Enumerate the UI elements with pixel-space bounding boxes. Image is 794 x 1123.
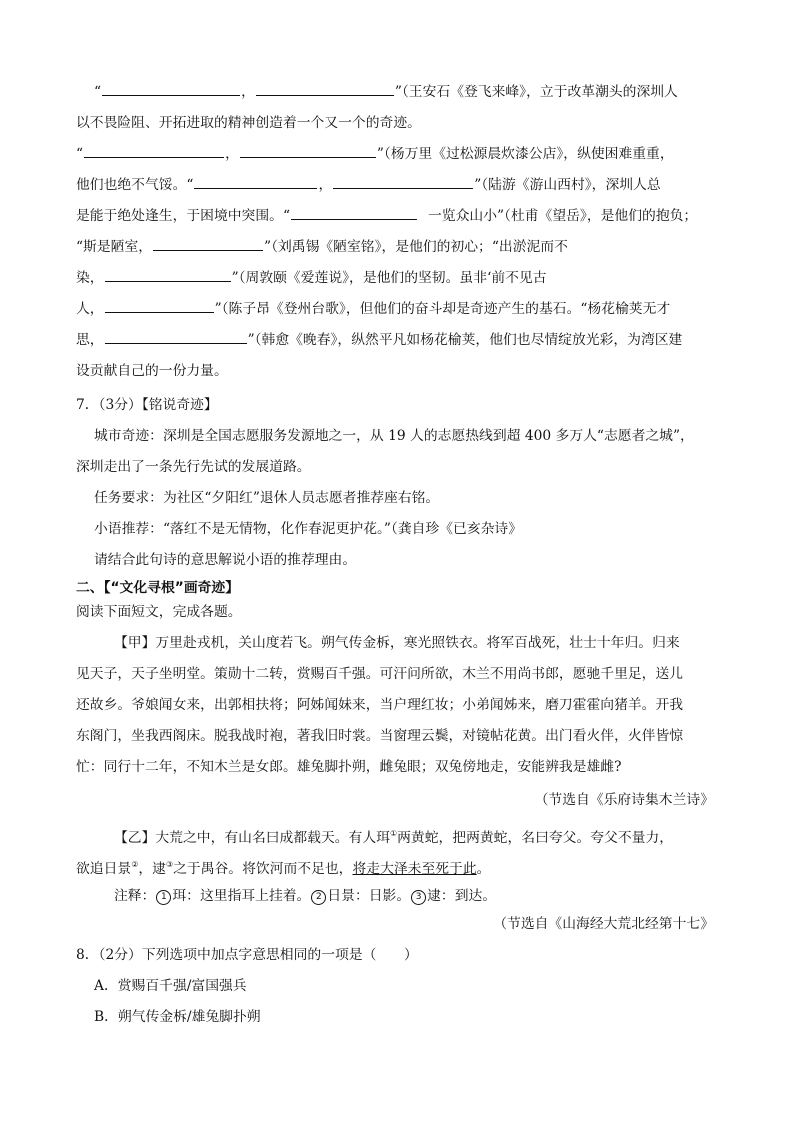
section-2-heading: 二、【“文化寻根”画奇迹】 [76, 580, 240, 596]
text: 两黄蛇，把两黄蛇，名曰夸父。夸父不量力， [397, 830, 674, 846]
note-number: 3 [411, 890, 426, 905]
q8-option-a[interactable]: A．赏赐百千强/富国强兵 [94, 978, 247, 994]
note-number: 2 [311, 890, 326, 905]
poem-line-4 [76, 175, 742, 195]
text: ，逮 [138, 861, 166, 877]
text: 是能于绝处逢生，于困境中突围。“ [76, 208, 291, 224]
text: ， [241, 84, 255, 100]
note-text: 逮：到达。 [427, 888, 497, 904]
text: 人， [76, 301, 104, 317]
answer-blank[interactable] [84, 144, 224, 158]
answer-blank[interactable] [240, 144, 376, 158]
poem-line-3 [76, 144, 742, 164]
q7-prompt: 请结合此句诗的意思解说小语的推荐理由。 [94, 552, 357, 568]
poem-line-5 [76, 206, 742, 226]
text: ”（杨万里《过松源晨炊漆公店》，纵使困难重重， [376, 146, 674, 162]
text: “斯是陋室， [76, 239, 153, 255]
text: 染， [76, 270, 104, 286]
passage-yi-source: （节选自《山海经大荒北经第十七》 [493, 916, 714, 932]
text: “ [94, 84, 102, 100]
answer-blank[interactable] [333, 175, 473, 189]
poem-line-8 [76, 299, 742, 319]
poem-line-1 [94, 82, 742, 102]
text: 欲追日景 [76, 861, 132, 877]
passage-jia-line-5: 忙：同行十二年，不知木兰是女郎。雄兔脚扑朔，雌兔眼；双兔傍地走，安能辨我是雄雌? [76, 759, 622, 775]
footnote-marker: ② [131, 860, 139, 869]
passage-yi-line-1 [114, 824, 742, 848]
q7-paragraph-1: 城市奇迹：深圳是全国志愿服务发源地之一，从 19 人的志愿热线到超 400 多万人“志愿者之城”， [94, 428, 694, 444]
text: 他们也绝不气馁。“ [76, 177, 194, 193]
text: “ [76, 146, 84, 162]
answer-blank[interactable] [153, 237, 263, 251]
text: ， [318, 177, 333, 193]
passage-jia-source: （节选自《乐府诗集木兰诗》 [534, 792, 714, 808]
q7-recommendation: 小语推荐：“落红不是无情物，化作春泥更护花。”（龚自珍《已亥杂诗》 [94, 521, 523, 537]
text: 。 [476, 861, 491, 877]
passage-yi-line-2 [76, 855, 742, 879]
poem-line-7 [76, 268, 742, 288]
passage-yi-notes [114, 886, 742, 906]
text: ， [225, 146, 239, 162]
text: 【乙】大荒之中，有山名曰成都载天。有人珥 [114, 830, 390, 846]
answer-blank[interactable] [105, 299, 214, 313]
text: ”（刘禹锡《陋室铭》，是他们的初心；“出淤泥而不 [264, 239, 568, 255]
poem-line-10: 设贡献自己的一份力量。 [76, 363, 228, 379]
question-7-title: 7．（3分）【铭说奇迹】 [76, 397, 218, 413]
answer-blank[interactable] [291, 206, 417, 220]
answer-blank[interactable] [256, 82, 394, 96]
answer-blank[interactable] [105, 268, 231, 282]
notes-label: 注释： [114, 888, 156, 904]
text: ”（周敦颐《爱莲说》，是他们的坚韧。虽非‘前不见古 [231, 270, 547, 286]
text: ”（陆游《游山西村》，深圳人总 [474, 177, 661, 193]
passage-jia-line-4: 东阁门，坐我西阁床。脱我战时袍，著我旧时裳。当窗理云鬓，对镜帖花黄。出门看火伴，火伴皆惊 [76, 728, 684, 744]
passage-jia-line-2: 见天子，天子坐明堂。策勋十二转，赏赐百千强。可汗问所欲，木兰不用尚书郎，愿驰千里足，送儿 [76, 666, 684, 682]
footnote-marker: ③ [165, 860, 174, 869]
poem-line-2: 以不畏险阻、开拓进取的精神创造着一个又一个的奇迹。 [76, 115, 421, 131]
poem-line-9 [76, 330, 742, 350]
q7-paragraph-1-cont: 深圳走出了一条先行先试的发展道路。 [76, 459, 311, 475]
q7-task: 任务要求：为社区“夕阳红”退休人员志愿者推荐座右铭。 [94, 490, 440, 506]
text: ”（王安石《登飞来峰》，立于改革潮头的深圳人 [394, 84, 678, 100]
poem-line-6 [76, 237, 742, 257]
passage-jia-line-1: 【甲】万里赴戎机，关山度若飞。朔气传金柝，寒光照铁衣。将军百战死，壮士十年归。归来 [114, 635, 680, 651]
text: ”（韩愈《晚春》，纵然平凡如杨花榆荚，他们也尽情绽放光彩，为湾区建 [247, 332, 683, 348]
passage-jia-line-3: 还故乡。爷娘闻女来，出郭相扶将；阿姊闻妹来，当户理红妆；小弟闻姊来，磨刀霍霍向猪羊。开我 [76, 697, 684, 713]
note-number: 1 [156, 890, 171, 905]
text: 一览众山小”（杜甫《望岳》，是他们的抱负； [428, 208, 698, 224]
question-8-title: 8．（2分）下列选项中加点字意思相同的一项是（ ） [76, 947, 418, 963]
answer-blank[interactable] [194, 175, 317, 189]
text: 思， [76, 332, 104, 348]
text: ”（陈子昂《登州台歌》，但他们的奋斗却是奇迹产生的基石。“杨花榆荚无才 [214, 301, 671, 317]
underlined-sentence: 将走大泽未至死于此 [352, 861, 477, 877]
q8-option-b[interactable]: B．朔气传金柝/雄兔脚扑朔 [94, 1009, 261, 1025]
answer-blank[interactable] [105, 330, 247, 344]
text: 之于禺谷。将饮河而不足也， [173, 861, 353, 877]
section-2-intro: 阅读下面短文，完成各题。 [76, 604, 242, 620]
note-text: 珥：这里指耳上挂着。 [172, 888, 311, 904]
answer-blank[interactable] [102, 82, 240, 96]
footnote-marker: ① [389, 829, 398, 838]
note-text: 日景：日影。 [327, 888, 411, 904]
